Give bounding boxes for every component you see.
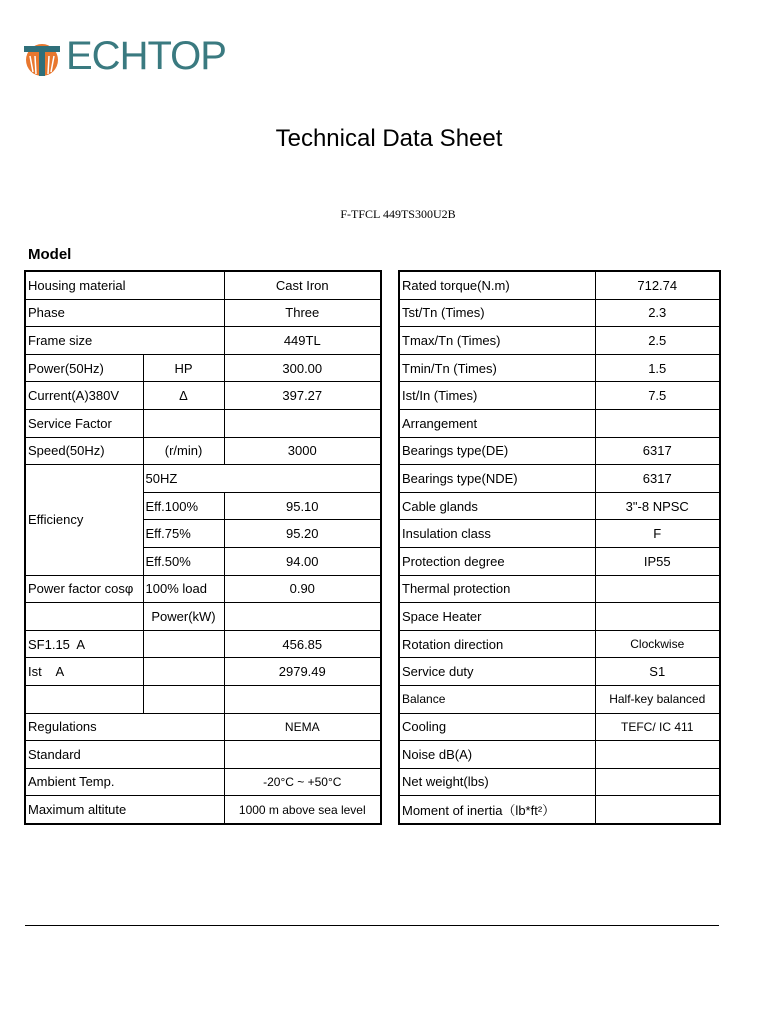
table-row	[399, 685, 720, 713]
row-value: 1.5	[595, 354, 720, 382]
table-row	[25, 465, 381, 493]
row-value	[224, 603, 381, 631]
table-row	[25, 382, 381, 410]
row-unit: (r/min)	[143, 437, 224, 465]
efficiency-label: Efficiency	[25, 465, 143, 575]
table-row	[25, 658, 381, 686]
row-value: 449TL	[224, 327, 381, 355]
row-label: Noise dB(A)	[399, 741, 595, 769]
table-row	[25, 354, 381, 382]
row-value	[224, 409, 381, 437]
row-label: Protection degree	[399, 547, 595, 575]
table-row	[399, 299, 720, 327]
table-row	[25, 603, 381, 631]
table-row	[25, 299, 381, 327]
row-value: 3"-8 NPSC	[595, 492, 720, 520]
row-unit: Power(kW)	[143, 603, 224, 631]
logo-emblem-icon	[24, 42, 60, 78]
row-unit: Eff.50%	[143, 547, 224, 575]
row-label: Power factor cosφ	[25, 575, 143, 603]
row-unit: Eff.75%	[143, 520, 224, 548]
row-label: Regulations	[25, 713, 224, 741]
table-row	[399, 437, 720, 465]
table-row	[399, 796, 720, 824]
row-label: Housing material	[25, 271, 224, 299]
table-row	[399, 768, 720, 796]
table-row	[25, 271, 381, 299]
row-label: Cooling	[399, 713, 595, 741]
row-value	[224, 685, 381, 713]
row-label: Ambient Temp.	[25, 768, 224, 796]
table-row	[25, 437, 381, 465]
row-label: Service Factor	[25, 409, 143, 437]
row-label: Speed(50Hz)	[25, 437, 143, 465]
row-unit	[143, 685, 224, 713]
row-value: S1	[595, 658, 720, 686]
table-row	[25, 768, 381, 796]
row-value: 712.74	[595, 271, 720, 299]
row-value	[595, 741, 720, 769]
row-value: 456.85	[224, 630, 381, 658]
row-label: Bearings type(NDE)	[399, 465, 595, 493]
row-unit	[143, 630, 224, 658]
table-row	[25, 409, 381, 437]
row-value: 6317	[595, 465, 720, 493]
row-label: Frame size	[25, 327, 224, 355]
table-row	[25, 630, 381, 658]
row-value: TEFC/ IC 411	[595, 713, 720, 741]
row-label	[25, 685, 143, 713]
row-label: Insulation class	[399, 520, 595, 548]
table-row	[25, 575, 381, 603]
row-label: Standard	[25, 741, 224, 769]
row-value: 2979.49	[224, 658, 381, 686]
table-row	[399, 603, 720, 631]
row-label: Bearings type(DE)	[399, 437, 595, 465]
table-row	[25, 796, 381, 824]
table-row	[399, 658, 720, 686]
table-row	[399, 382, 720, 410]
table-row	[25, 685, 381, 713]
row-label: Power(50Hz)	[25, 354, 143, 382]
row-label: Rotation direction	[399, 630, 595, 658]
row-unit	[143, 409, 224, 437]
row-label: Current(A)380V	[25, 382, 143, 410]
row-label	[25, 603, 143, 631]
table-row	[399, 409, 720, 437]
table-row	[399, 465, 720, 493]
row-value: 3000	[224, 437, 381, 465]
table-row	[399, 547, 720, 575]
row-label: Phase	[25, 299, 224, 327]
row-value: 2.5	[595, 327, 720, 355]
table-row	[399, 492, 720, 520]
row-label: Cable glands	[399, 492, 595, 520]
table-row	[399, 575, 720, 603]
row-value: 7.5	[595, 382, 720, 410]
row-value: 397.27	[224, 382, 381, 410]
brand-wordmark: ECHTOP	[66, 34, 226, 78]
model-section-label: Model	[28, 246, 72, 263]
table-row	[399, 741, 720, 769]
row-unit	[143, 658, 224, 686]
row-unit: 100% load	[143, 575, 224, 603]
row-value	[595, 409, 720, 437]
row-label: Net weight(lbs)	[399, 768, 595, 796]
table-row	[399, 520, 720, 548]
row-unit: Eff.100%	[143, 492, 224, 520]
table-row	[25, 741, 381, 769]
row-label: Balance	[399, 685, 595, 713]
right-spec-table	[398, 270, 721, 825]
row-value: 0.90	[224, 575, 381, 603]
row-value: IP55	[595, 547, 720, 575]
table-row	[399, 630, 720, 658]
row-label: Space Heater	[399, 603, 595, 631]
efficiency-frequency: 50HZ	[143, 465, 381, 493]
table-row	[25, 713, 381, 741]
page-title: Technical Data Sheet	[275, 125, 503, 152]
row-value: 95.10	[224, 492, 381, 520]
row-label: Thermal protection	[399, 575, 595, 603]
row-value: Cast Iron	[224, 271, 381, 299]
row-label: Ist/In (Times)	[399, 382, 595, 410]
row-value	[595, 603, 720, 631]
row-value: 6317	[595, 437, 720, 465]
row-label: Arrangement	[399, 409, 595, 437]
row-label: Maximum altitute	[25, 796, 224, 824]
row-value	[224, 741, 381, 769]
row-value: 2.3	[595, 299, 720, 327]
model-code: F-TFCL 449TS300U2B	[340, 207, 456, 221]
row-value: 300.00	[224, 354, 381, 382]
row-value: 95.20	[224, 520, 381, 548]
row-unit: Δ	[143, 382, 224, 410]
footer-divider	[25, 925, 719, 926]
table-row	[25, 327, 381, 355]
row-label: Tst/Tn (Times)	[399, 299, 595, 327]
row-label: Moment of inertia（lb*ft²）	[399, 796, 595, 824]
row-value: 1000 m above sea level	[224, 796, 381, 824]
row-label: Service duty	[399, 658, 595, 686]
table-row	[399, 354, 720, 382]
row-label: Tmax/Tn (Times)	[399, 327, 595, 355]
row-value	[595, 768, 720, 796]
row-label: Rated torque(N.m)	[399, 271, 595, 299]
row-label: Ist A	[25, 658, 143, 686]
table-row	[399, 271, 720, 299]
row-value: 94.00	[224, 547, 381, 575]
row-value	[595, 796, 720, 824]
row-label: SF1.15 A	[25, 630, 143, 658]
row-value: NEMA	[224, 713, 381, 741]
row-value	[595, 575, 720, 603]
row-value: Half-key balanced	[595, 685, 720, 713]
row-value: -20°C ~ +50°C	[224, 768, 381, 796]
left-spec-table	[24, 270, 382, 825]
row-unit: HP	[143, 354, 224, 382]
row-value: Three	[224, 299, 381, 327]
table-row	[399, 713, 720, 741]
table-row	[399, 327, 720, 355]
company-logo	[24, 34, 226, 84]
row-label: Tmin/Tn (Times)	[399, 354, 595, 382]
row-value: Clockwise	[595, 630, 720, 658]
row-value: F	[595, 520, 720, 548]
